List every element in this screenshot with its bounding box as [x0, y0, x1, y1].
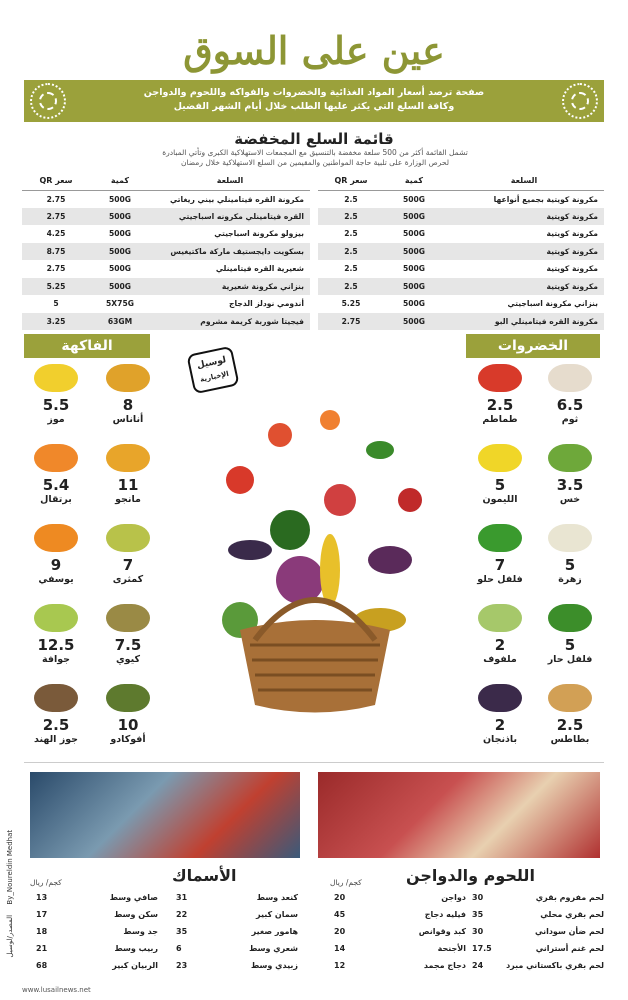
- food-price: 35: [472, 910, 484, 919]
- cell-qty: 500G: [384, 243, 444, 261]
- fruit-item: [98, 604, 158, 665]
- price: 10: [117, 716, 139, 734]
- item-name: يوسفي: [38, 574, 74, 585]
- logo-subtext: الإخبارية: [199, 369, 230, 384]
- item-name: مانجو: [115, 494, 141, 505]
- food-name: صافي وسط: [109, 893, 158, 902]
- item-name: كمثرى: [112, 574, 144, 585]
- food-name: الأجنحة: [437, 944, 466, 953]
- food-name: ربيب وسط: [114, 944, 158, 953]
- veg-item: [470, 364, 530, 425]
- veg-image: [548, 444, 592, 472]
- price: 2.5: [486, 396, 514, 414]
- food-name: سمان كبير: [255, 910, 298, 919]
- table-row: [318, 313, 604, 331]
- cell-price: 3.25: [22, 313, 90, 331]
- veg-item: [540, 364, 600, 425]
- fruit-image: [106, 684, 150, 712]
- food-name: لحم بقري محلي: [540, 910, 604, 919]
- food-name: لحم غنم أستراني: [535, 944, 604, 953]
- item-name: برتقال: [40, 494, 72, 505]
- fruit-header: الفاكهة: [24, 334, 150, 358]
- food-price: 22: [176, 910, 188, 919]
- food-price: 30: [472, 927, 484, 936]
- cell-qty: 500G: [402, 299, 426, 309]
- col-price: سعر QR: [318, 172, 384, 190]
- food-price: 45: [334, 910, 346, 919]
- food-price: 20: [334, 927, 346, 936]
- cell-item: مكرونة كويتية: [444, 243, 604, 261]
- cell-qty: 500G: [108, 229, 132, 239]
- table-row: [318, 278, 604, 296]
- food-name: لحم مفروم بقري: [535, 893, 604, 902]
- food-name: زبيدي وسط: [250, 961, 298, 970]
- cell-price: 2.5: [344, 264, 358, 274]
- price: 3.5: [556, 476, 584, 494]
- banner-line: وكافة السلع التي يكثر عليها الطلب خلال أيام الشهر الفضيل: [173, 101, 455, 112]
- fruit-item: [26, 684, 86, 745]
- item-name: جوافة: [41, 654, 71, 665]
- veg-item: [540, 684, 600, 745]
- item-name: خس: [559, 494, 581, 505]
- table-row: [318, 295, 604, 313]
- source-credit: [6, 830, 14, 958]
- item-name: زهرة: [558, 574, 582, 585]
- price: 9: [50, 556, 62, 574]
- website-url: www.lusailnews.net: [22, 986, 91, 994]
- item-name: فلفل حلو: [477, 574, 523, 585]
- fruit-image: [34, 684, 78, 712]
- fruit-image: [34, 604, 78, 632]
- cell-qty: 500G: [384, 278, 444, 296]
- cell-qty: 500G: [90, 208, 150, 226]
- cell-item: مكرونة القره فيتامينلي بيني ريغاتي: [169, 194, 304, 204]
- fruit-item: [98, 444, 158, 505]
- food-price: 30: [472, 893, 484, 902]
- fruit-image: [34, 364, 78, 392]
- cell-price: 4.25: [46, 229, 66, 239]
- cell-qty: 5X75G: [106, 299, 134, 309]
- price: 11: [117, 476, 139, 494]
- cell-qty: 63GM: [90, 313, 150, 331]
- col-qty: كمية: [384, 172, 444, 190]
- table-row: [318, 243, 604, 261]
- item-name: موز: [47, 414, 65, 425]
- cell-price: 2.5: [318, 208, 384, 226]
- meat-photo: [318, 772, 600, 858]
- food-price: 14: [334, 944, 346, 953]
- fruit-item: [26, 524, 86, 585]
- table-row: [318, 225, 604, 243]
- ornament-icon: [562, 83, 598, 119]
- cell-price: 2.5: [318, 243, 384, 261]
- price: 12.5: [37, 636, 75, 654]
- table-row: [22, 313, 310, 331]
- cell-item: بنزاني مكرونة شعيرية: [150, 278, 310, 296]
- veg-image: [478, 364, 522, 392]
- desc-line: لحرص الوزارة على تلبية حاجة المواطنين والمقيمين من السلع الاستهلاكية خلال رمضان: [181, 158, 449, 167]
- logo-text: لوسيل: [196, 355, 228, 372]
- cell-qty: 500G: [108, 264, 132, 274]
- list-description: [80, 148, 550, 168]
- cell-price: 2.75: [46, 194, 66, 204]
- cell-price: 2.5: [344, 194, 358, 204]
- food-price: 17: [36, 910, 48, 919]
- cell-qty: 500G: [384, 208, 444, 226]
- veg-image: [478, 444, 522, 472]
- veg-item: [540, 444, 600, 505]
- fruit-image: [34, 444, 78, 472]
- food-price: 12: [334, 961, 346, 970]
- cell-price: 8.75: [22, 243, 90, 261]
- cell-item: شعيرية القره فيتامينلي: [215, 264, 304, 274]
- cell-price: 2.75: [46, 264, 66, 274]
- fruit-item: [26, 364, 86, 425]
- cell-item: أندومي نودلز الدجاج: [229, 299, 304, 309]
- food-price: 24: [472, 961, 484, 970]
- price: 2: [494, 716, 506, 734]
- cell-qty: 500G: [402, 194, 426, 204]
- table-row: [22, 190, 310, 208]
- food-name: دجاج مجمد: [423, 961, 466, 970]
- food-name: الربيان كبير: [112, 961, 158, 970]
- cell-price: 2.5: [344, 229, 358, 239]
- cell-item: القره فيتامينلي مكرونه اسباجيتي: [150, 208, 310, 226]
- food-name: فيليه دجاج: [424, 910, 466, 919]
- cell-price: 2.5: [318, 278, 384, 296]
- food-name: كبد وقوانص: [418, 927, 466, 936]
- fish-unit: كجم/ ريال: [30, 878, 62, 887]
- cell-item: بسكويت دايجستيف ماركة ماكتيغيس: [150, 243, 310, 261]
- food-price: 68: [36, 961, 48, 970]
- table-row: [318, 190, 604, 208]
- fruit-image: [106, 604, 150, 632]
- fruit-item: [26, 604, 86, 665]
- veg-item: [540, 604, 600, 665]
- cell-item: بيزولو مكرونة اسباجيتي: [214, 229, 304, 239]
- price: 2.5: [42, 716, 70, 734]
- cell-price: 5.25: [341, 299, 361, 309]
- price: 8: [122, 396, 134, 414]
- item-name: جوز الهند: [33, 734, 79, 745]
- cell-item: مكرونة القره فيتامينلي البو: [444, 313, 604, 331]
- left-price-table: [22, 172, 310, 330]
- veg-item: [470, 604, 530, 665]
- fruit-item: [26, 444, 86, 505]
- table-row: [22, 225, 310, 243]
- table-row: [318, 260, 604, 278]
- cell-item: مكرونة كويتية: [444, 278, 604, 296]
- veg-item: [470, 684, 530, 745]
- item-name: بطاطس: [550, 734, 590, 745]
- cell-qty: 500G: [384, 313, 444, 331]
- food-name: جد وسط: [123, 927, 158, 936]
- ornament-icon: [30, 83, 66, 119]
- intro-banner: [24, 80, 604, 122]
- desc-line: تشمل القائمة أكثر من 500 سلعة مخفضة بالتنسيق مع المجمعات الاستهلاكية الكبرى وتأتي المبادرة: [162, 148, 468, 157]
- item-name: فلفل حار: [547, 654, 593, 665]
- food-name: هامور صغير: [251, 927, 298, 936]
- cell-item: مكرونة كويتية: [546, 229, 598, 239]
- food-name: كنعد وسط: [256, 893, 298, 902]
- meat-title: اللحوم والدواجن: [406, 866, 535, 885]
- food-price: 35: [176, 927, 188, 936]
- table-row: [22, 243, 310, 261]
- cell-item: مكرونة كويتية: [546, 264, 598, 274]
- item-name: الليمون: [482, 494, 518, 505]
- fruit-item: [98, 524, 158, 585]
- cell-item: بنزاني مكرونة اسباجيتي: [507, 299, 598, 309]
- item-name: طماطم: [482, 414, 518, 425]
- vegetable-basket-illustration: [180, 360, 450, 720]
- item-name: ثوم: [561, 414, 579, 425]
- price: 2.5: [556, 716, 584, 734]
- list-heading: قائمة السلع المخفضة: [234, 130, 394, 148]
- fruit-item: [98, 364, 158, 425]
- food-price: 31: [176, 893, 188, 902]
- right-price-table: [318, 172, 604, 330]
- veg-image: [548, 684, 592, 712]
- veg-item: [470, 524, 530, 585]
- page-title: عين على السوق: [183, 28, 445, 73]
- table-row: [22, 208, 310, 226]
- cell-qty: 500G: [90, 278, 150, 296]
- food-price: 21: [36, 944, 48, 953]
- item-name: ملفوف: [483, 654, 517, 665]
- cell-item: مكرونة كويتية: [444, 208, 604, 226]
- price: 5.5: [42, 396, 70, 414]
- col-item: السلعة: [444, 172, 604, 190]
- food-price: 20: [334, 893, 346, 902]
- food-price: 13: [36, 893, 48, 902]
- meat-unit: كجم/ ريال: [330, 878, 362, 887]
- food-price: 17.5: [472, 944, 492, 953]
- price: 7: [494, 556, 506, 574]
- fruit-image: [34, 524, 78, 552]
- price: 2: [494, 636, 506, 654]
- cell-price: 2.75: [318, 313, 384, 331]
- food-name: لحم ضأن سوداني: [534, 927, 604, 936]
- table-row: [318, 208, 604, 226]
- food-name: لحم بقري باكستاني مبرد: [506, 961, 604, 970]
- price: 7: [122, 556, 134, 574]
- col-item: السلعة: [150, 172, 310, 190]
- cell-item: مكرونة كويتية بجميع أنواعها: [493, 194, 598, 204]
- fish-title: الأسماك: [172, 866, 237, 885]
- cell-price: 5: [53, 299, 59, 309]
- veg-image: [478, 524, 522, 552]
- source-text: المصدر/لوسيل: [6, 914, 14, 958]
- food-name: دواجن: [441, 893, 466, 902]
- veg-header: الخضروات: [466, 334, 600, 358]
- veg-image: [548, 364, 592, 392]
- price: 7.5: [114, 636, 142, 654]
- banner-line: صفحة ترصد أسعار المواد الغذائية والخضروات والفواكه واللحوم والدواجن: [143, 87, 485, 98]
- item-name: أناناس: [112, 414, 144, 425]
- price: 5.4: [42, 476, 70, 494]
- price: 6.5: [556, 396, 584, 414]
- item-name: أفوكادو: [110, 734, 146, 745]
- col-price: سعر QR: [22, 172, 90, 190]
- cell-qty: 500G: [90, 243, 150, 261]
- divider: [24, 762, 604, 763]
- veg-image: [548, 524, 592, 552]
- veg-item: [470, 444, 530, 505]
- veg-item: [540, 524, 600, 585]
- byline-text: By_Noureldin Medhat: [6, 830, 14, 905]
- item-name: كيوي: [115, 654, 141, 665]
- fruit-image: [106, 524, 150, 552]
- cell-item: فيجيتا شوربة كريمة مشروم: [150, 313, 310, 331]
- cell-qty: 500G: [402, 229, 426, 239]
- fruit-image: [106, 444, 150, 472]
- food-price: 23: [176, 961, 188, 970]
- food-price: 6: [176, 944, 182, 953]
- veg-image: [548, 604, 592, 632]
- table-row: [22, 278, 310, 296]
- cell-price: 2.75: [22, 208, 90, 226]
- price: 5: [494, 476, 506, 494]
- cell-qty: 500G: [108, 194, 132, 204]
- food-price: 18: [36, 927, 48, 936]
- cell-price: 5.25: [22, 278, 90, 296]
- cell-qty: 500G: [402, 264, 426, 274]
- price: 5: [564, 636, 576, 654]
- veg-image: [478, 684, 522, 712]
- price: 5: [564, 556, 576, 574]
- fish-photo: [30, 772, 300, 858]
- veg-image: [478, 604, 522, 632]
- fruit-image: [106, 364, 150, 392]
- col-qty: كمية: [90, 172, 150, 190]
- food-name: شعري وسط: [249, 944, 298, 953]
- item-name: باذنجان: [482, 734, 518, 745]
- fruit-item: [98, 684, 158, 745]
- table-row: [22, 260, 310, 278]
- table-row: [22, 295, 310, 313]
- food-name: سكن وسط: [114, 910, 158, 919]
